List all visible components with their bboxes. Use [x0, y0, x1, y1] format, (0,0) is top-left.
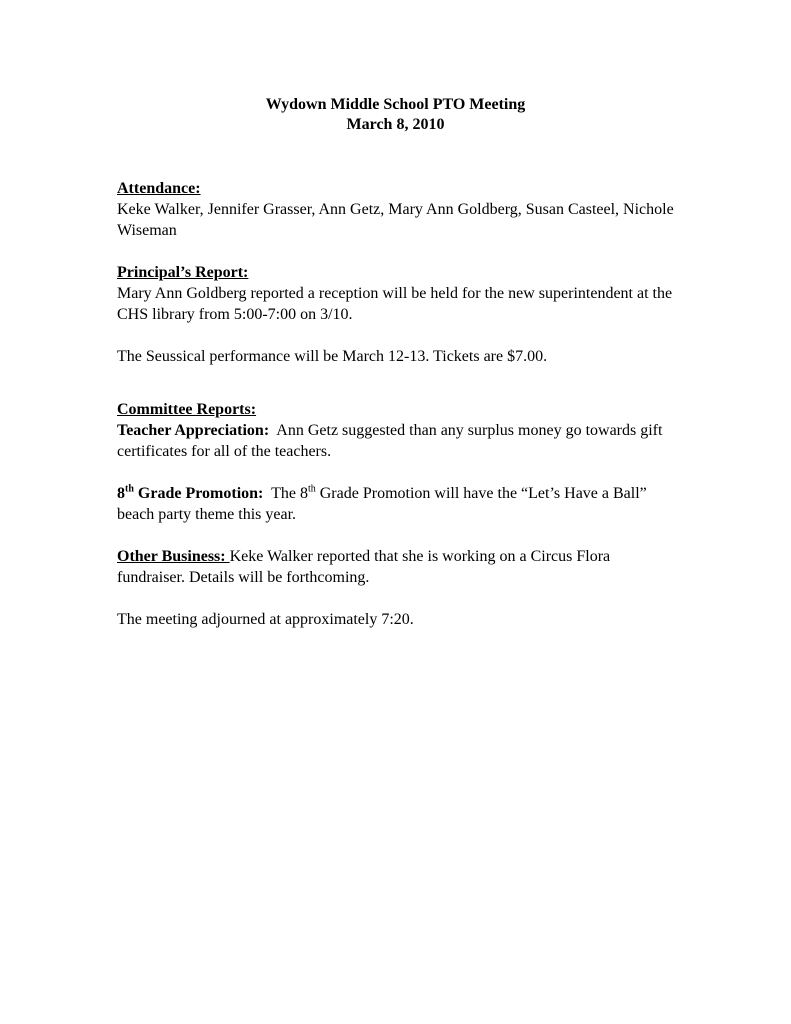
- other-business-paragraph: [117, 546, 677, 588]
- grade-promotion-label: 8th Grade Promotion:: [117, 483, 264, 502]
- teacher-appreciation-text: Ann Getz suggested than any surplus money go towards gift certificates for all of the teachers.: [117, 422, 663, 460]
- teacher-appreciation-paragraph: [117, 420, 677, 462]
- principals-report-paragraph: Mary Ann Goldberg reported a reception will be held for the new superintendent at the CHS library from 5:00-7:00 on 3/10.: [117, 285, 673, 323]
- committee-reports-heading: Committee Reports:: [117, 401, 257, 418]
- principals-report-heading: Principal’s Report:: [117, 264, 249, 281]
- closing-line: The meeting adjourned at approximately 7:20.: [117, 611, 414, 628]
- title-block: [0, 95, 791, 135]
- document-title: Wydown Middle School PTO Meeting: [265, 96, 526, 113]
- other-business-label: Other Business:: [117, 548, 230, 565]
- grade-promotion-text: The 8th Grade Promotion will have the “Let’s Have a Ball” beach party theme this year.: [117, 483, 647, 523]
- other-business-text: Keke Walker reported that she is working on a Circus Flora fundraiser. Details will be forthcoming.: [117, 548, 611, 586]
- document-date: March 8, 2010: [346, 116, 445, 133]
- seussical-paragraph: The Seussical performance will be March 12-13. Tickets are $7.00.: [117, 348, 548, 365]
- attendance-list: Keke Walker, Jennifer Grasser, Ann Getz, Mary Ann Goldberg, Susan Casteel, Nichole Wiseman: [117, 201, 674, 239]
- attendance-heading: Attendance:: [117, 180, 201, 197]
- teacher-appreciation-label: Teacher Appreciation:: [117, 422, 270, 439]
- document-body: [117, 178, 677, 630]
- grade-promotion-paragraph: [117, 483, 677, 525]
